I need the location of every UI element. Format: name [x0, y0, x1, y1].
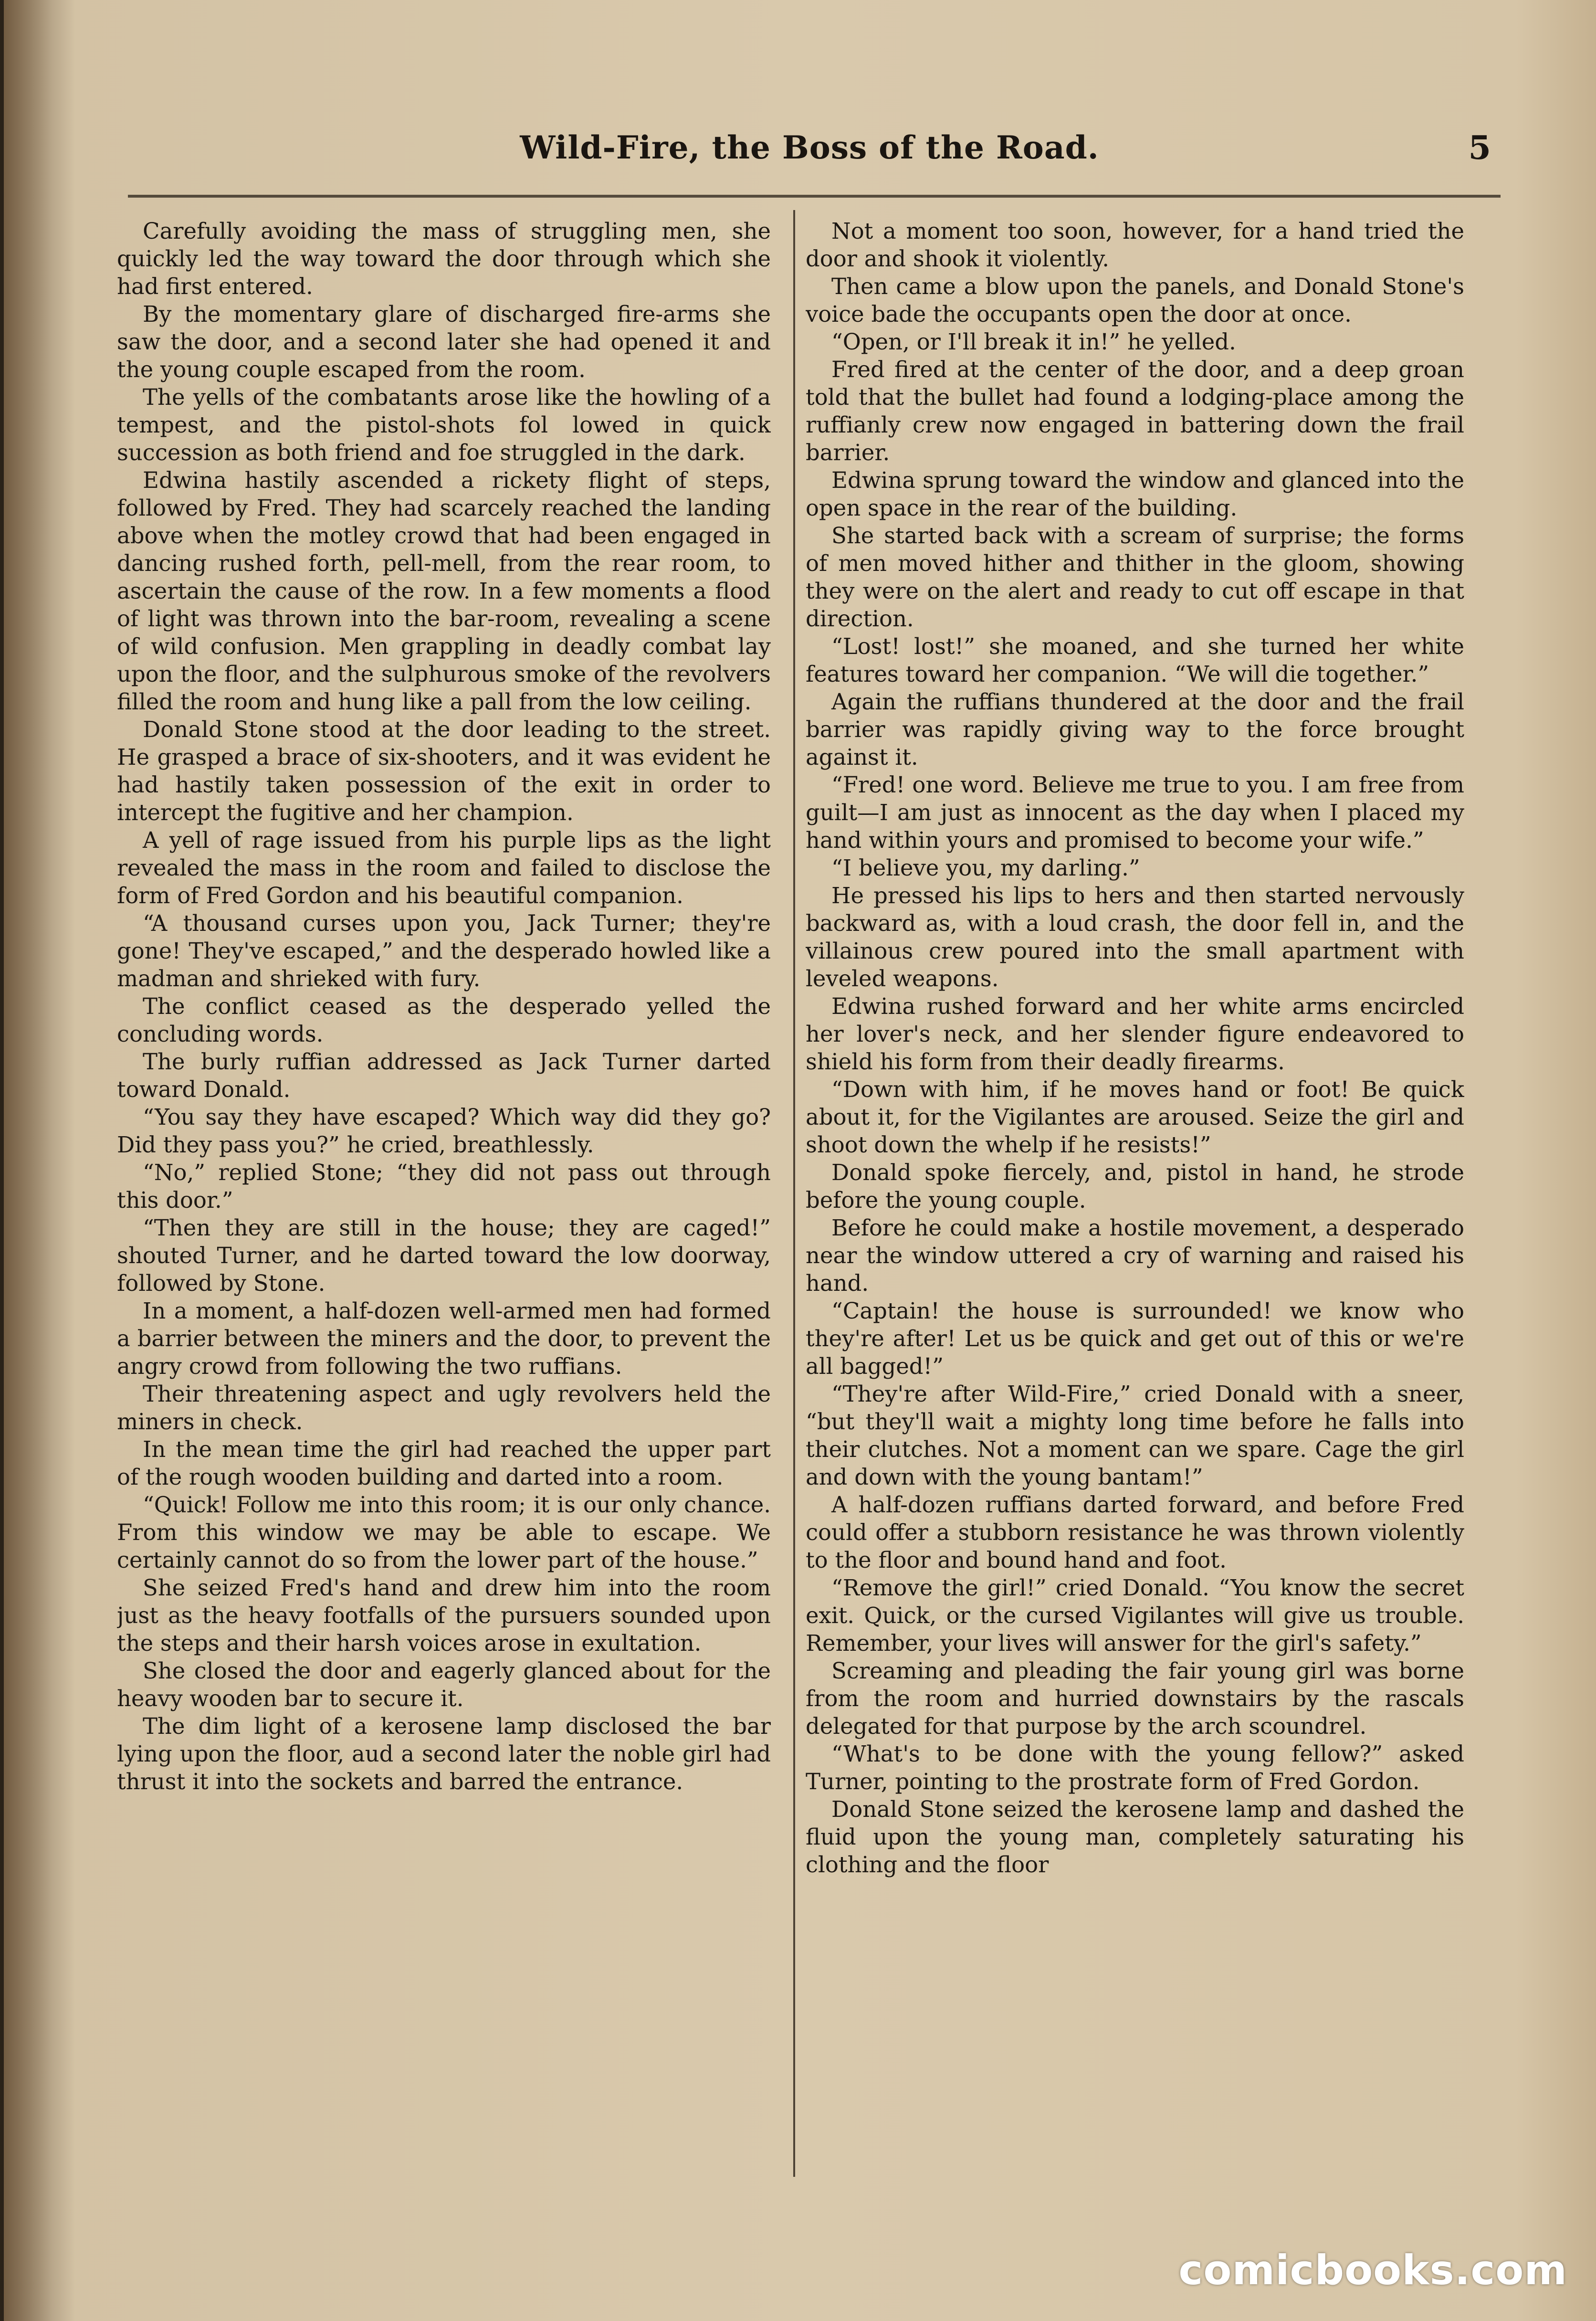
paragraph: Carefully avoiding the mass of struggling men, she quickly led the way toward the door through which she had first entered. — [117, 218, 771, 299]
paragraph: The yells of the combatants arose like the howling of a tempest, and the pistol-shots fol lowed in quick succession as both friend and foe struggled in the dark. — [117, 384, 771, 465]
paragraph: “What's to be done with the young fellow?” asked Turner, pointing to the prostrate form of Fred Gordon. — [806, 1741, 1464, 1794]
paragraph: She closed the door and eagerly glanced about for the heavy wooden bar to secure it. — [117, 1658, 771, 1711]
paragraph: “Remove the girl!” cried Donald. “You know the secret exit. Quick, or the cursed Vigilantes will give us trouble. Remember, your lives will answer for the girl's safety.” — [806, 1575, 1464, 1656]
paragraph: A yell of rage issued from his purple lips as the light revealed the mass in the room and failed to disclose the form of Fred Gordon and his beautiful companion. — [117, 827, 771, 908]
paragraph: The conflict ceased as the desperado yelled the concluding words. — [117, 993, 771, 1047]
paragraph: She started back with a scream of surprise; the forms of men moved hither and thither in the gloom, showing they were on the alert and ready to cut off escape in that direction. — [806, 523, 1464, 632]
paragraph: Their threatening aspect and ugly revolvers held the miners in check. — [117, 1381, 771, 1435]
paragraph: The burly ruffian addressed as Jack Turner darted toward Donald. — [117, 1049, 771, 1102]
paragraph: “I believe you, my darling.” — [831, 855, 1140, 881]
column-divider — [793, 210, 795, 2177]
page-header — [128, 129, 1491, 181]
paragraph: “They're after Wild-Fire,” cried Donald with a sneer, “but they'll wait a mighty long time before he falls into their clutches. Not a moment can we spare. Cage the girl and down with the young bantam!” — [806, 1381, 1464, 1490]
paragraph: Screaming and pleading the fair young girl was borne from the room and hurried downstairs by the rascals delegated for that purpose by the arch scoundrel. — [806, 1658, 1464, 1739]
page-number: 5 — [1468, 129, 1491, 167]
paragraph: Again the ruffians thundered at the door and the frail barrier was rapidly giving way to the force brought against it. — [806, 689, 1464, 770]
paragraph: Edwina rushed forward and her white arms encircled her lover's neck, and her slender figure endeavored to shield his form from their deadly firearms. — [806, 993, 1464, 1075]
paragraph: “Captain! the house is surrounded! we know who they're after! Let us be quick and get out of this or we're all bagged!” — [806, 1298, 1464, 1379]
paragraph: In the mean time the girl had reached the upper part of the rough wooden building and darted into a room. — [117, 1436, 771, 1490]
paragraph: “Lost! lost!” she moaned, and she turned her white features toward her companion. “We will die together.” — [806, 633, 1464, 687]
paragraph: He pressed his lips to hers and then started nervously backward as, with a loud crash, the door fell in, and the villainous crew poured into the small apartment with leveled weapons. — [806, 883, 1464, 992]
paragraph: The dim light of a kerosene lamp disclosed the bar lying upon the floor, aud a second later the noble girl had thrust it into the sockets and barred the entrance. — [117, 1713, 771, 1794]
watermark: comicbooks.com — [1178, 2247, 1567, 2294]
paragraph: “Open, or I'll break it in!” he yelled. — [831, 329, 1236, 355]
paragraph: Before he could make a hostile movement, a desperado near the window uttered a cry of warning and raised his hand. — [806, 1215, 1464, 1296]
left-column — [117, 217, 771, 2208]
paragraph: Fred fired at the center of the door, and a deep groan told that the bullet had found a lodging-place among the ruffianly crew now engaged in battering down the frail barrier. — [806, 357, 1464, 465]
right-column — [806, 217, 1464, 2208]
paragraph: By the momentary glare of discharged fire-arms she saw the door, and a second later she had opened it and the young couple escaped from the room. — [117, 301, 771, 382]
header-rule — [128, 195, 1501, 198]
paragraph: She seized Fred's hand and drew him into the room just as the heavy footfalls of the pursuers sounded upon the steps and their harsh voices arose in exultation. — [117, 1575, 771, 1656]
paragraph: Donald spoke fiercely, and, pistol in hand, he strode before the young couple. — [806, 1160, 1464, 1213]
running-title: Wild-Fire, the Boss of the Road. — [520, 129, 1099, 166]
paragraph: Donald Stone seized the kerosene lamp and dashed the fluid upon the young man, completely saturating his clothing and the floor — [806, 1796, 1464, 1878]
paragraph: “No,” replied Stone; “they did not pass out through this door.” — [117, 1160, 771, 1213]
paragraph: “You say they have escaped? Which way did they go? Did they pass you?” he cried, breathlessly. — [117, 1104, 771, 1158]
paragraph: “Then they are still in the house; they are caged!” shouted Turner, and he darted toward the low doorway, followed by Stone. — [117, 1215, 771, 1296]
paragraph: “Quick! Follow me into this room; it is our only chance. From this window we may be able to escape. We certainly cannot do so from the lower part of the house.” — [117, 1492, 771, 1573]
paragraph: Not a moment too soon, however, for a hand tried the door and shook it violently. — [806, 218, 1464, 272]
paragraph: Then came a blow upon the panels, and Donald Stone's voice bade the occupants open the door at once. — [806, 274, 1464, 327]
paragraph: “A thousand curses upon you, Jack Turner; they're gone! They've escaped,” and the desperado howled like a madman and shrieked with fury. — [117, 910, 771, 992]
paragraph: In a moment, a half-dozen well-armed men had formed a barrier between the miners and the door, to prevent the angry crowd from following the two ruffians. — [117, 1298, 771, 1379]
paragraph: “Down with him, if he moves hand or foot! Be quick about it, for the Vigilantes are aroused. Seize the girl and shoot down the whelp if he resists!” — [806, 1076, 1464, 1158]
paragraph: “Fred! one word. Believe me true to you. I am free from guilt—I am just as innocent as the day when I placed my hand within yours and promised to become your wife.” — [806, 772, 1464, 853]
paragraph: Edwina sprung toward the window and glanced into the open space in the rear of the building. — [806, 467, 1464, 521]
paragraph: Donald Stone stood at the door leading to the street. He grasped a brace of six-shooters, and it was evident he had hastily taken possession of the exit in order to intercept the fugitive and her champion. — [117, 717, 771, 825]
paragraph: A half-dozen ruffians darted forward, and before Fred could offer a stubborn resistance he was thrown violently to the floor and bound hand and foot. — [806, 1492, 1464, 1573]
magazine-page — [4, 0, 1596, 2321]
paragraph: Edwina hastily ascended a rickety flight of steps, followed by Fred. They had scarcely reached the landing above when the motley crowd that had been engaged in dancing rushed forth, pell-mell, from the rear room, to ascertain the cause of the row. In a few moments a flood of light was thrown into the bar-room, revealing a scene of wild confusion. Men grappling in deadly combat lay upon the floor, and the sulphurous smoke of the revolvers filled the room and hung like a pall from the low ceiling. — [117, 467, 771, 715]
